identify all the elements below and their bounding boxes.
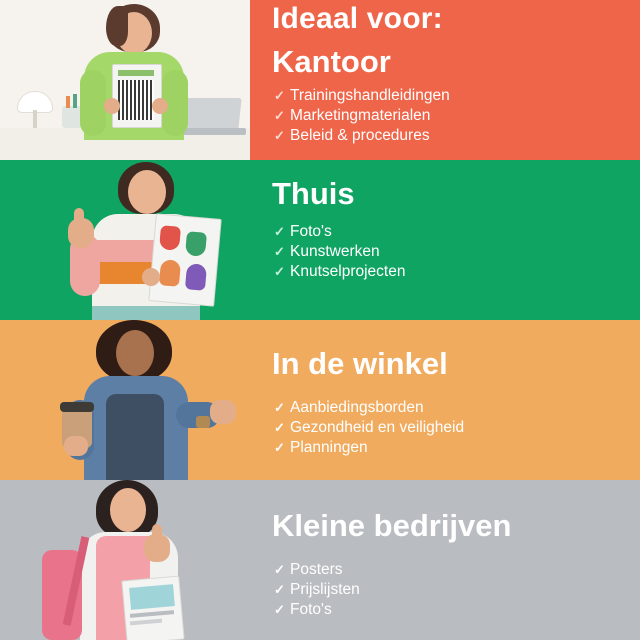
list-item — [274, 560, 360, 580]
coffee-cup-lid — [60, 402, 94, 412]
home-bullet-label: Kunstwerken — [290, 243, 380, 260]
section-store — [0, 320, 640, 480]
check-icon: ✓ — [274, 264, 285, 279]
poster-eyebrow: Ideaal voor: — [272, 2, 443, 35]
list-item — [274, 438, 464, 458]
home-bullet-label: Foto's — [290, 223, 332, 240]
thumb-up-icon — [152, 524, 162, 542]
office-content — [272, 0, 640, 160]
business-bullet-list — [274, 560, 360, 620]
wristwatch — [196, 416, 210, 428]
pencil-cup — [62, 106, 82, 128]
list-item — [274, 242, 405, 262]
list-item — [274, 398, 464, 418]
list-item — [274, 86, 450, 106]
check-icon: ✓ — [274, 562, 285, 577]
home-person-hand-right — [142, 268, 160, 286]
business-bullet-label: Prijslijsten — [290, 581, 360, 598]
pencil-two — [73, 94, 77, 108]
store-content — [272, 320, 640, 480]
office-person-arm-left — [80, 70, 106, 136]
list-item — [274, 580, 360, 600]
store-person-hand-left — [64, 436, 88, 456]
store-person-apron — [106, 394, 164, 480]
footprint-orange — [159, 259, 181, 287]
section-office — [0, 0, 640, 160]
business-heading: Kleine bedrijven — [272, 508, 512, 543]
list-item — [274, 222, 405, 242]
store-bullet-label: Aanbiedingsborden — [290, 399, 424, 416]
check-icon: ✓ — [274, 602, 285, 617]
check-icon: ✓ — [274, 88, 285, 103]
check-icon: ✓ — [274, 440, 285, 455]
home-bullet-list — [274, 222, 405, 282]
list-item — [274, 418, 464, 438]
office-person-hair-side — [106, 6, 128, 46]
photo-store-scene — [0, 320, 250, 480]
office-heading: Kantoor — [272, 44, 391, 79]
office-bullet-label: Trainingshandleidingen — [290, 87, 450, 104]
store-bullet-label: Planningen — [290, 439, 368, 456]
pencil-one — [66, 96, 70, 108]
check-icon: ✓ — [274, 224, 285, 239]
photo-business-scene — [0, 480, 250, 640]
list-item — [274, 106, 450, 126]
business-content — [272, 480, 640, 640]
store-person-head — [116, 330, 154, 376]
home-bullet-label: Knutselprojecten — [290, 263, 406, 280]
photo-store — [0, 320, 250, 480]
check-icon: ✓ — [274, 420, 285, 435]
store-bullet-list — [274, 398, 464, 458]
home-content — [272, 160, 640, 320]
office-person-hand-right — [152, 98, 168, 114]
list-item — [274, 262, 405, 282]
office-bullet-label: Marketingmaterialen — [290, 107, 431, 124]
check-icon: ✓ — [274, 128, 285, 143]
check-icon: ✓ — [274, 244, 285, 259]
photo-office — [0, 0, 250, 160]
photo-home — [0, 160, 250, 320]
flyer-image-block — [129, 584, 175, 610]
photo-home-scene — [0, 160, 250, 320]
home-heading: Thuis — [272, 176, 355, 211]
photo-business — [0, 480, 250, 640]
business-bullet-label: Posters — [290, 561, 343, 578]
list-item — [274, 126, 450, 146]
office-bullet-list — [274, 86, 450, 146]
store-person-pointing-hand — [210, 400, 236, 424]
list-item — [274, 600, 360, 620]
artwork-sheet — [148, 213, 221, 306]
desk-lamp-stem — [33, 110, 37, 128]
office-person-hand-left — [104, 98, 120, 114]
home-person-head — [128, 170, 166, 214]
store-heading: In de winkel — [272, 346, 448, 381]
office-bullet-label: Beleid & procedures — [290, 127, 430, 144]
business-bullet-label: Foto's — [290, 601, 332, 618]
check-icon: ✓ — [274, 400, 285, 415]
section-home — [0, 160, 640, 320]
business-person-head — [110, 488, 146, 532]
section-business — [0, 480, 640, 640]
document-header-bar — [118, 70, 154, 76]
check-icon: ✓ — [274, 582, 285, 597]
document-barcode — [118, 80, 154, 120]
store-bullet-label: Gezondheid en veiligheid — [290, 419, 465, 436]
thumb-up-icon — [74, 208, 84, 226]
footprint-purple — [185, 263, 207, 291]
photo-office-scene — [0, 0, 250, 160]
check-icon: ✓ — [274, 108, 285, 123]
